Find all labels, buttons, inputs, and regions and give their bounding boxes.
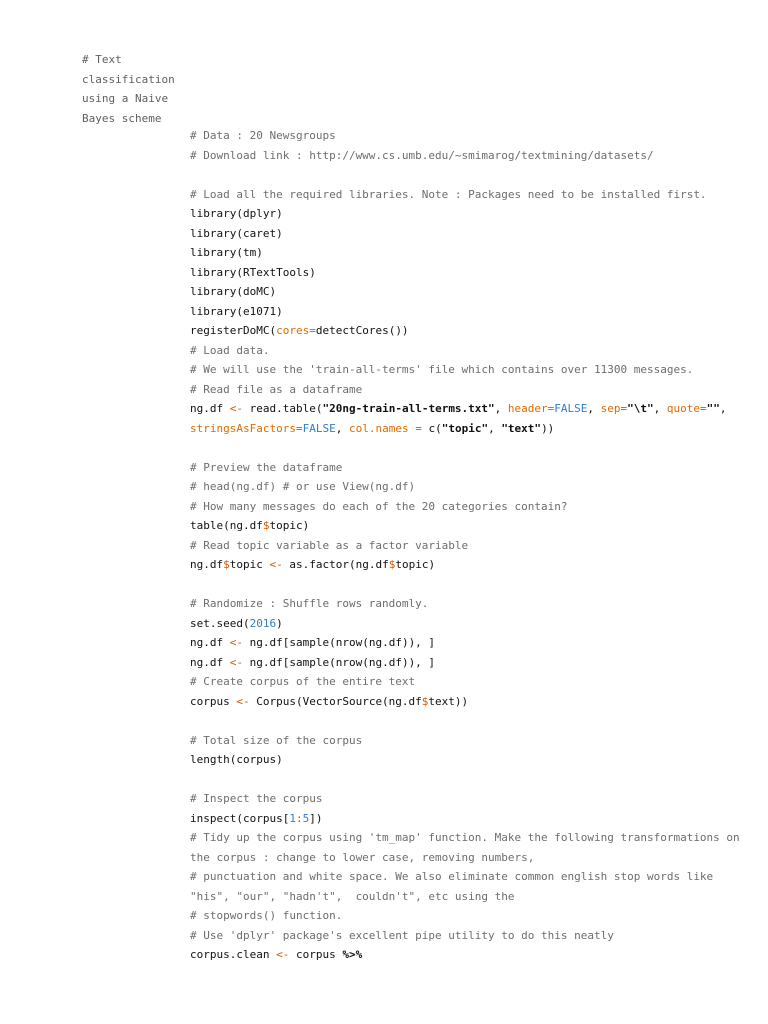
code-token: # Tidy up the corpus using 'tm_map' function. Make the following transformations on xyxy=(190,831,740,844)
code-line xyxy=(190,321,760,341)
code-token: <- xyxy=(236,694,250,708)
code-line xyxy=(190,263,760,283)
code-token: # stopwords() function. xyxy=(190,909,343,922)
code-line xyxy=(190,614,760,634)
code-token: ng.df[sample(nrow(ng.df)), ] xyxy=(243,655,436,669)
code-line xyxy=(190,672,760,692)
code-token: # Data : 20 Newsgroups xyxy=(190,129,336,142)
code-token: # Read file as a dataframe xyxy=(190,382,363,396)
code-token: inspect(corpus[ xyxy=(190,811,290,825)
code-token: 2016 xyxy=(249,616,277,630)
code-token: as.factor(ng.df xyxy=(282,558,389,571)
code-line xyxy=(190,146,760,166)
code-token: <- xyxy=(229,402,243,415)
code-token: ) xyxy=(276,616,283,630)
code-token: length(corpus) xyxy=(190,753,283,766)
code-line xyxy=(190,828,760,848)
code-token: # Preview the dataframe xyxy=(190,460,343,474)
code-token: $ xyxy=(223,558,230,571)
code-line xyxy=(190,360,760,380)
code-token: 1 xyxy=(289,811,296,825)
code-line xyxy=(190,633,760,653)
code-token: "20ng-train-all-terms.txt" xyxy=(322,402,495,415)
code-token: FALSE xyxy=(302,421,336,435)
code-line xyxy=(190,789,760,809)
code-line xyxy=(190,380,760,400)
code-line xyxy=(190,419,760,439)
code-token: library(RTextTools) xyxy=(190,265,316,279)
blank-line xyxy=(190,575,760,595)
code-token: ng.df xyxy=(190,558,224,571)
code-token: # Load all the required libraries. Note : Packages need to be installed first. xyxy=(190,187,707,201)
code-token: %>% xyxy=(342,948,363,961)
code-line xyxy=(190,224,760,244)
code-line xyxy=(190,341,760,361)
code-token: c( xyxy=(421,421,442,435)
code-token: "his", "our", "hadn't", couldn't", etc using the xyxy=(190,889,515,903)
code-token: set.seed( xyxy=(190,616,250,630)
code-token: library(tm) xyxy=(190,246,263,259)
code-token: topic xyxy=(229,558,270,571)
code-token: ng.df[sample(nrow(ng.df)), ] xyxy=(243,636,436,649)
code-line xyxy=(190,906,760,926)
code-line xyxy=(190,477,760,497)
blank-line xyxy=(190,770,760,790)
code-token: 5 xyxy=(302,811,310,825)
code-token: corpus.clean xyxy=(190,948,277,961)
code-line xyxy=(190,887,760,907)
code-token: col.names xyxy=(348,421,409,435)
code-token: # Randomize : Shuffle rows randomly. xyxy=(190,597,429,610)
code-token: # Read topic variable as a factor variable xyxy=(190,538,469,552)
code-line xyxy=(190,926,760,946)
code-token: $ xyxy=(421,694,429,708)
code-token: registerDoMC( xyxy=(190,324,277,337)
side-comment-block xyxy=(82,50,192,128)
code-line xyxy=(190,809,760,829)
code-token: , xyxy=(653,402,667,415)
code-token: )) xyxy=(541,421,555,435)
code-block xyxy=(190,126,760,965)
code-token: stringsAsFactors xyxy=(190,421,296,435)
code-token: ng.df xyxy=(190,402,230,415)
code-token: "topic" xyxy=(441,421,489,435)
code-token: text)) xyxy=(428,694,469,708)
code-token: <- xyxy=(229,655,243,669)
code-token: : xyxy=(295,811,303,825)
code-token: ]) xyxy=(309,811,323,825)
code-token: Corpus(VectorSource(ng.df xyxy=(249,694,422,708)
code-token: $ xyxy=(262,519,270,532)
code-token: <- xyxy=(276,948,290,961)
code-token: corpus xyxy=(190,694,237,708)
code-token: read.table( xyxy=(243,402,323,415)
code-line xyxy=(190,516,760,536)
code-line xyxy=(190,126,760,146)
code-token: # Create corpus of the entire text xyxy=(190,675,416,688)
code-token: table(ng.df xyxy=(190,519,263,532)
code-token: , xyxy=(587,402,601,415)
code-token: FALSE xyxy=(554,402,588,415)
code-line xyxy=(190,536,760,556)
code-token: = xyxy=(295,421,303,435)
code-token: # punctuation and white space. We also eliminate common english stop words like xyxy=(190,870,714,883)
code-line xyxy=(190,731,760,751)
code-token: "text" xyxy=(501,421,542,435)
code-line xyxy=(190,653,760,673)
code-token: header xyxy=(507,402,548,415)
side-comment-line: # Text xyxy=(82,53,122,66)
code-token: topic) xyxy=(395,558,436,571)
code-token: library(doMC) xyxy=(190,285,277,298)
code-token: library(e1071) xyxy=(190,304,283,318)
code-line xyxy=(190,302,760,322)
code-token: # We will use the 'train-all-terms' file which contains over 11300 messages. xyxy=(190,363,694,376)
code-line xyxy=(190,243,760,263)
code-token: = xyxy=(700,402,707,415)
code-token: , xyxy=(335,421,349,435)
code-token: = xyxy=(309,324,316,337)
code-token: detectCores()) xyxy=(315,324,409,337)
code-line xyxy=(190,750,760,770)
code-token: "\t" xyxy=(627,402,654,415)
code-line xyxy=(190,399,760,419)
code-token: # How many messages do each of the 20 categories contain? xyxy=(190,499,568,513)
code-token: # Download link : http://www.cs.umb.edu/~smimarog/textmining/datasets/ xyxy=(190,148,654,162)
code-token: = xyxy=(620,402,628,415)
code-line xyxy=(190,282,760,302)
code-token: # Total size of the corpus xyxy=(190,733,363,747)
code-token: the corpus : change to lower case, removing numbers, xyxy=(190,850,535,864)
code-token: # head(ng.df) # or use View(ng.df) xyxy=(190,480,416,493)
code-line xyxy=(190,867,760,887)
code-token: # Load data. xyxy=(190,343,270,357)
code-token: # Inspect the corpus xyxy=(190,792,323,805)
code-token: sep xyxy=(600,402,621,415)
code-line xyxy=(190,945,760,965)
code-token: <- xyxy=(269,558,283,571)
code-token: $ xyxy=(388,558,396,571)
code-line xyxy=(190,848,760,868)
code-line xyxy=(190,555,760,575)
code-line xyxy=(190,185,760,205)
code-token: library(caret) xyxy=(190,226,283,240)
code-line xyxy=(190,692,760,712)
side-comment-line: using a Naive xyxy=(82,92,169,106)
code-token: corpus xyxy=(289,948,343,961)
blank-line xyxy=(190,711,760,731)
code-token: cores xyxy=(276,324,310,337)
code-token: topic) xyxy=(269,519,310,532)
code-line xyxy=(190,204,760,224)
blank-line xyxy=(190,438,760,458)
code-token: ng.df xyxy=(190,636,230,649)
side-comment-line: classification xyxy=(82,72,175,86)
code-line xyxy=(190,458,760,478)
code-token: , xyxy=(494,402,508,415)
code-token: = xyxy=(547,402,555,415)
code-line xyxy=(190,594,760,614)
code-line xyxy=(190,497,760,517)
code-token: "" xyxy=(706,402,720,415)
code-token: = xyxy=(415,421,422,435)
code-token: , xyxy=(488,421,502,435)
code-token: library(dplyr) xyxy=(190,207,283,220)
code-token: quote xyxy=(666,402,701,415)
blank-line xyxy=(190,165,760,185)
code-token: ng.df xyxy=(190,655,230,669)
side-comment-line: Bayes scheme xyxy=(82,111,162,125)
code-token: , xyxy=(719,402,727,415)
code-token: <- xyxy=(229,636,243,649)
code-token: # Use 'dplyr' package's excellent pipe utility to do this neatly xyxy=(190,928,614,942)
